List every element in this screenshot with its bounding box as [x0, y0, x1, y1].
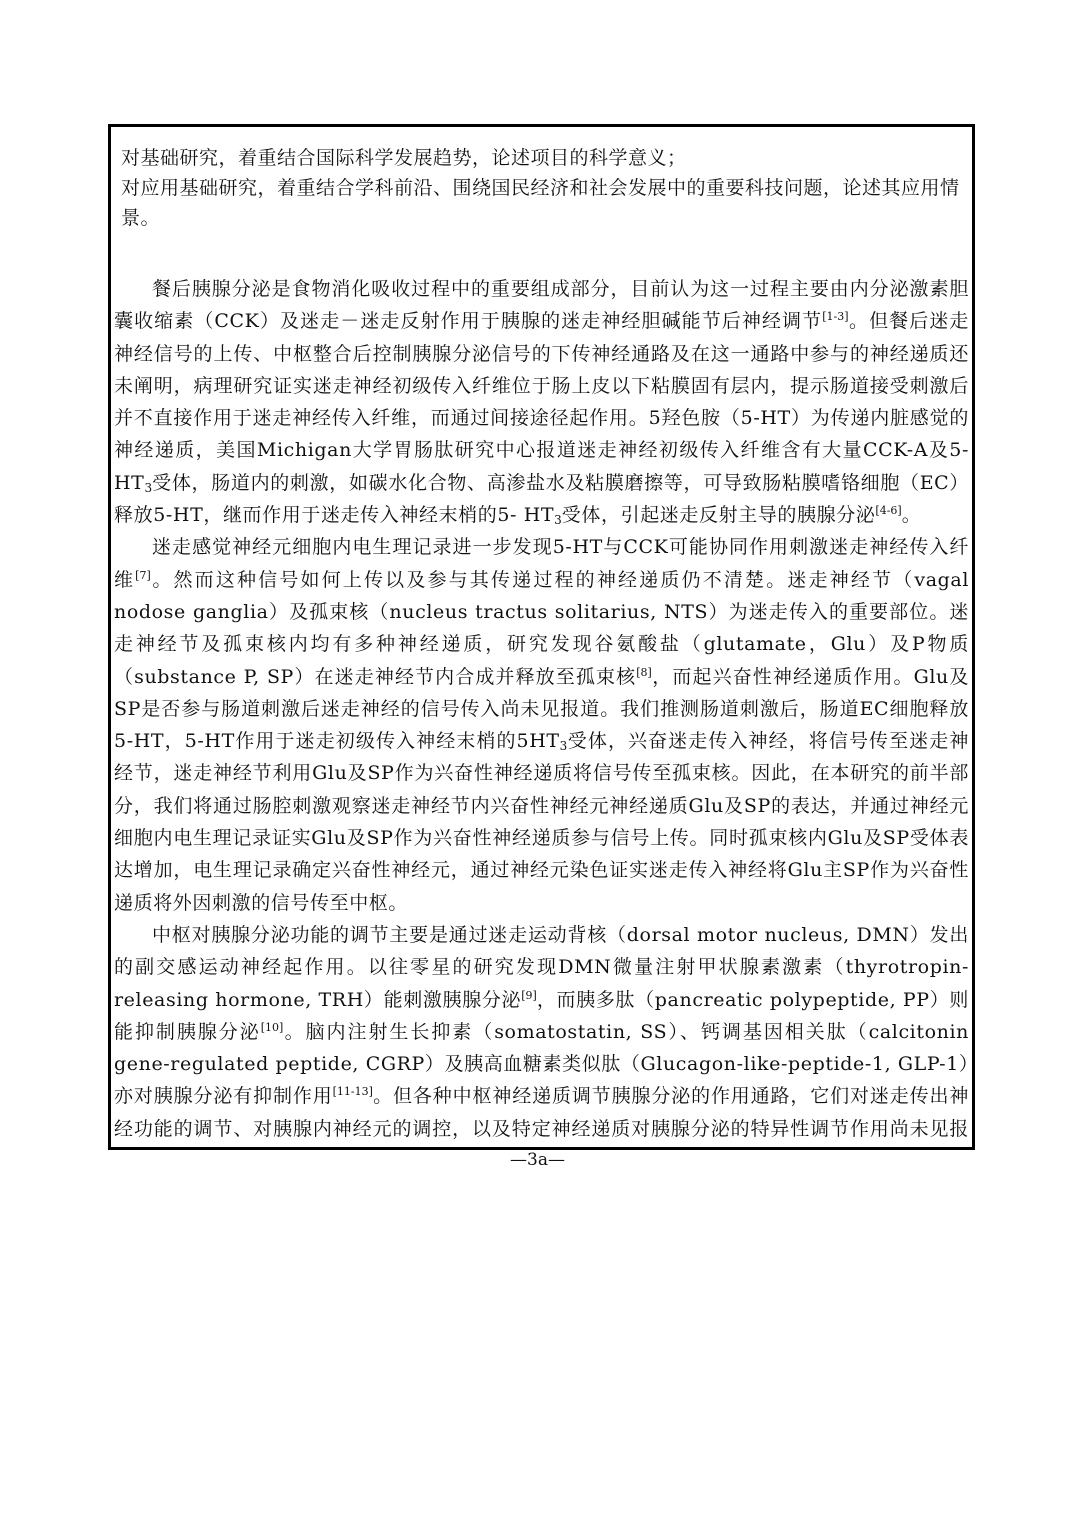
text-run: ，而起兴奋性神经递质作用。Glu及SP是否参与肠道刺激后迷走神经的信号传入尚未见报道。我们推测肠道刺激后，肠道EC细胞释放5-HT，5-HT作用于迷走初级传入神经末梢的5HT [114, 665, 969, 753]
citation-ref: [1-3] [822, 310, 849, 324]
instruction-line: 对基础研究，着重结合国际科学发展趋势，论述项目的科学意义； [121, 147, 687, 169]
instructions [121, 143, 966, 233]
subscript: 3 [554, 513, 562, 528]
body-paragraph [114, 273, 969, 531]
citation-ref: [11-13] [332, 1085, 373, 1099]
citation-ref: [8] [636, 665, 652, 679]
text-run: 受体，肠道内的刺激，如碳水化合物、高渗盐水及粘膜磨擦等，可导致肠粘膜嗜铬细胞（EC）释放5-HT，继而作用于迷走传入神经末梢的5- HT [114, 471, 969, 527]
page-number: —3a— [510, 1150, 565, 1170]
citation-ref: [10] [260, 1020, 284, 1034]
instruction-line: 对应用基础研究，着重结合学科前沿、围绕国民经济和社会发展中的重要科技问题，论述其应用情景。 [121, 177, 960, 229]
text-run: ，而胰多肽（pancreatic polypeptide, PP）则能抑制胰腺分泌 [114, 988, 969, 1043]
subscript: 3 [144, 480, 153, 495]
body-text [114, 273, 969, 1150]
text-run: 。 [901, 504, 922, 527]
subscript: 3 [559, 739, 568, 754]
text-run: 餐后胰腺分泌是食物消化吸收过程中的重要组成部分，目前认为这一过程主要由内分泌激素胆囊收缩素（CCK）及迷走－迷走反射作用于胰腺的迷走神经胆碱能节后神经调节 [114, 278, 969, 333]
text-run: 。然而这种信号如何上传以及参与其传递过程的神经递质仍不清楚。迷走神经节（vagal nodose ganglia）及孤束核（nucleus tractus solitarius, NTS）为迷走传入的重要部位。迷走神经节及孤束核内均有多种神经递质，研究发现谷氨酸盐（glutamate，Glu）及P物质（substance P, SP）在迷走神经节内合成并释放至孤束核 [114, 568, 969, 688]
citation-ref: [9] [521, 988, 537, 1002]
text-run: 。脑内注射生长抑素（somatostatin, SS）、钙调基因相关肽（calcitonin gene-regulated peptide, CGRP）及胰高血糖素类似肽（Glucagon-like-peptide-1, GLP-1）亦对胰腺分泌有抑制作用 [114, 1020, 969, 1108]
citation-ref: [7] [135, 568, 151, 582]
text-run: 。但各种中枢神经递质调节胰腺分泌的作用通路，它们对迷走传出神经功能的调节、对胰腺内神经元的调控，以及特定神经递质对胰腺分泌的特异性调节作用尚未见报 [114, 1085, 969, 1140]
citation-ref: [4-6] [875, 504, 902, 518]
content-frame [108, 124, 975, 1150]
text-run: 受体，引起迷走反射主导的胰腺分泌 [561, 504, 876, 527]
text-run: 受体，兴奋迷走传入神经，将信号传至迷走神经节，迷走神经节利用Glu及SP作为兴奋性神经递质将信号传至孤束核。因此，在本研究的前半部分，我们将通过肠腔刺激观察迷走神经节内兴奋性神经元神经递质Glu及SP的表达，并通过神经元细胞内电生理记录证实Glu及SP作为兴奋性神经递质参与信号上传。同时孤束核内Glu及SP受体表达增加，电生理记录确定兴奋性神经元，通过神经元染色证实迷走传入神经将Glu主SP作为兴奋性递质将外因刺激的信号传至中枢。 [114, 730, 969, 914]
body-paragraph [114, 919, 969, 1150]
text-run: 中枢对胰腺分泌功能的调节主要是通过迷走运动背核（dorsal motor nucleus, DMN）发出的副交感运动神经起作用。以往零星的研究发现DMN微量注射甲状腺素激素（thyrotropin-releasing hormone, TRH）能刺激胰腺分泌 [114, 923, 969, 1011]
text-run: 。但餐后迷走神经信号的上传、中枢整合后控制胰腺分泌信号的下传神经通路及在这一通路中参与的神经递质还未阐明，病理研究证实迷走神经初级传入纤维位于肠上皮以下粘膜固有层内，提示肠道接受刺激后并不直接作用于迷走神经传入纤维，而通过间接途径起作用。5羟色胺（5-HT）为传递内脏感觉的神经递质，美国Michigan大学胃肠肽研究中心报道迷走神经初级传入纤维含有大量CCK-A及5-HT [114, 310, 969, 494]
text-run: 迷走感觉神经元细胞内电生理记录进一步发现5-HT与CCK可能协同作用刺激迷走神经传入纤维 [114, 536, 969, 591]
body-paragraph [114, 531, 969, 919]
